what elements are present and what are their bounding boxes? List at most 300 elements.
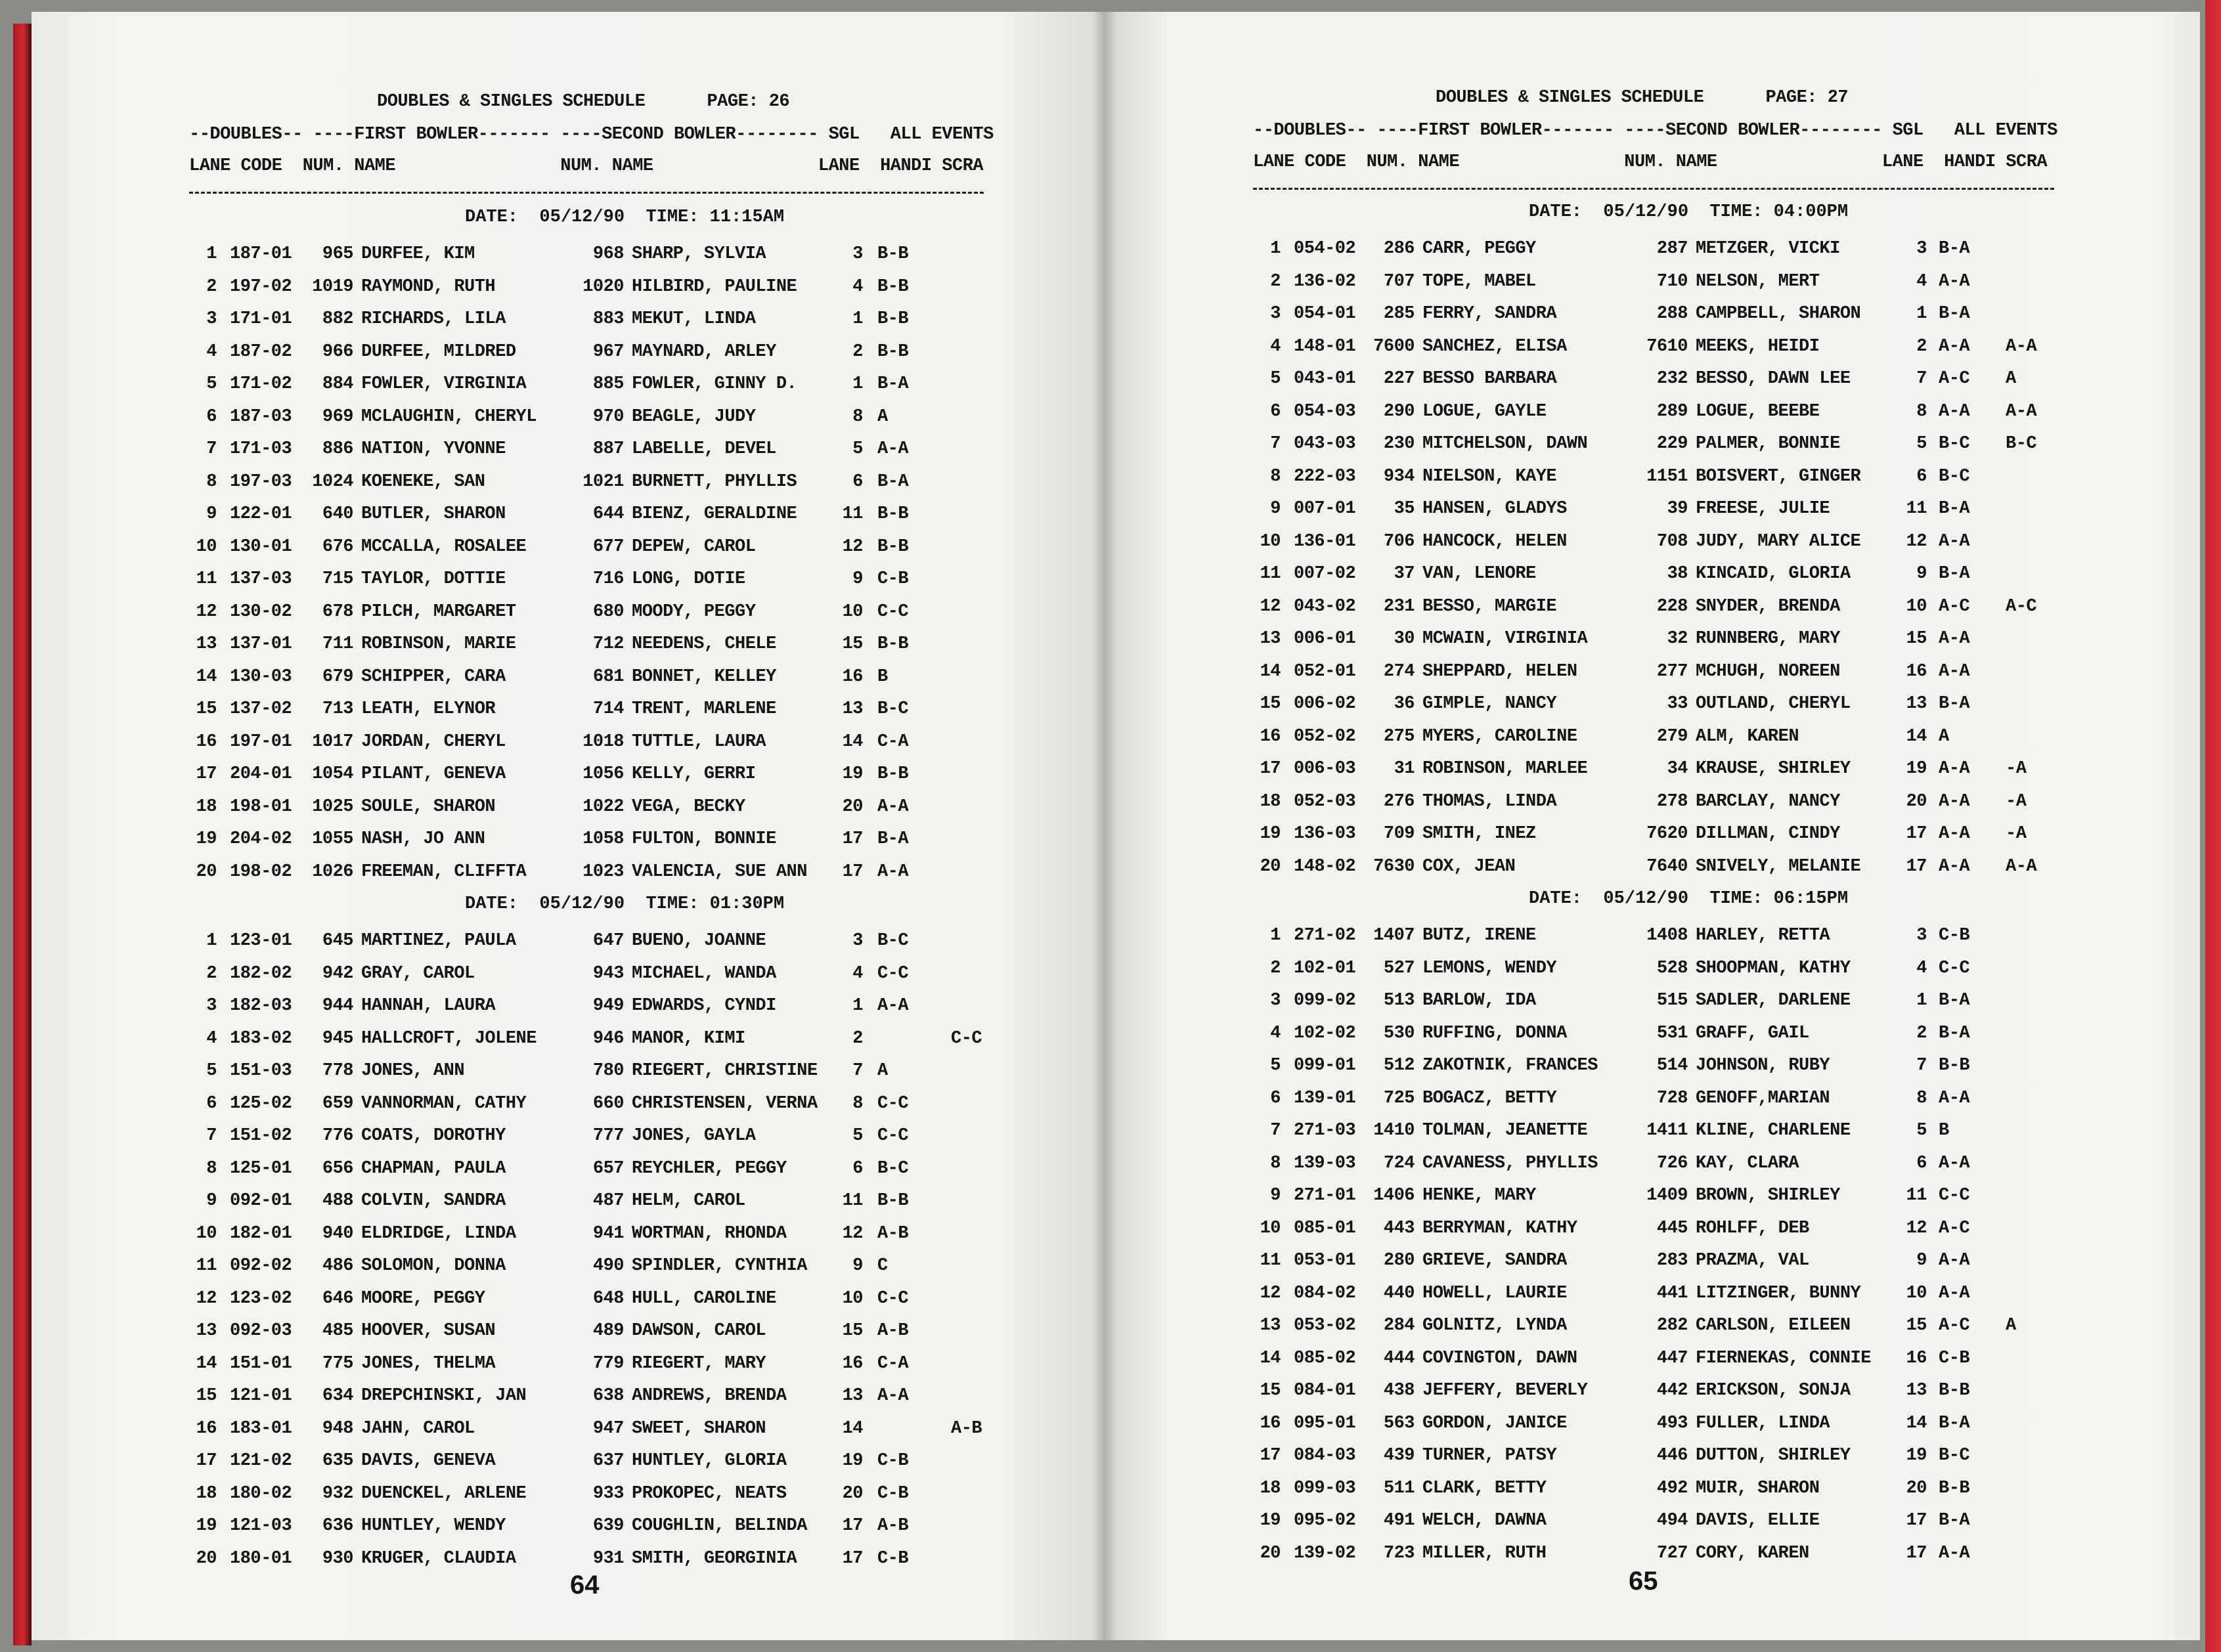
cell-handi: A-A	[1939, 531, 1970, 552]
cell-lane: 6	[1270, 401, 1281, 422]
cell-num1: 1019	[312, 276, 353, 297]
cell-num2: 228	[1656, 596, 1688, 617]
cell-handi: A-A	[877, 1386, 909, 1406]
cell-handi: A-A	[1939, 271, 1970, 292]
cell-handi: B-B	[877, 536, 909, 557]
cell-lane: 19	[1260, 1511, 1281, 1531]
cell-code: 043-02	[1294, 596, 1356, 617]
table-row	[189, 1250, 1003, 1282]
cell-num1: 530	[1383, 1023, 1415, 1043]
cell-name1: FREEMAN, CLIFFTA	[361, 861, 527, 882]
cell-name2: FREESE, JULIE	[1696, 499, 1830, 519]
cell-lane: 20	[1260, 1543, 1281, 1563]
table-row	[1253, 1179, 2067, 1212]
cell-name2: SHARP, SYLVIA	[632, 244, 766, 264]
cell-num2: 515	[1656, 991, 1688, 1011]
cell-lane: 2	[206, 963, 217, 984]
cell-code: 137-01	[230, 634, 292, 654]
cell-handi: A-A	[1939, 856, 1970, 877]
cell-handi: A-A	[1939, 336, 1970, 357]
cell-name1: VANNORMAN, CATHY	[361, 1093, 527, 1114]
cell-name2: PROKOPEC, NEATS	[632, 1483, 787, 1504]
cell-code: 187-02	[230, 341, 292, 362]
cell-sgl: 2	[1916, 336, 1927, 357]
cell-name1: MCLAUGHIN, CHERYL	[361, 406, 537, 427]
cell-sgl: 11	[842, 504, 863, 524]
cell-name1: TOPE, MABEL	[1422, 271, 1536, 292]
cell-name1: VAN, LENORE	[1422, 564, 1536, 584]
cell-handi: C-C	[877, 1288, 909, 1309]
cell-sgl: 17	[1906, 824, 1927, 844]
cell-lane: 2	[1270, 271, 1281, 292]
cell-sgl: 17	[842, 861, 863, 882]
cell-lane: 7	[206, 1126, 217, 1146]
cell-code: 006-03	[1294, 759, 1356, 779]
table-row	[189, 1510, 1003, 1542]
table-row	[189, 1477, 1003, 1510]
cell-num1: 7630	[1373, 856, 1415, 877]
cell-code: 099-01	[1294, 1056, 1356, 1076]
cell-code: 099-02	[1294, 991, 1356, 1011]
cell-num1: 512	[1383, 1056, 1415, 1076]
cell-name1: ROBINSON, MARLEE	[1422, 759, 1588, 779]
cell-num1: 491	[1383, 1511, 1415, 1531]
cell-sgl: 14	[1906, 1413, 1927, 1433]
cell-code: 222-03	[1294, 466, 1356, 487]
cell-num2: 949	[592, 996, 624, 1016]
cell-num1: 656	[322, 1158, 353, 1179]
cell-lane: 10	[1260, 531, 1281, 552]
cell-handi: B-B	[877, 1191, 909, 1211]
cell-name2: GRAFF, GAIL	[1696, 1023, 1809, 1043]
cell-name2: LITZINGER, BUNNY	[1696, 1283, 1861, 1303]
cell-name1: GORDON, JANICE	[1422, 1413, 1567, 1433]
cell-sgl: 12	[842, 536, 863, 557]
cell-lane: 6	[206, 406, 217, 427]
cell-lane: 15	[1260, 694, 1281, 714]
cell-name2: BUENO, JOANNE	[632, 931, 766, 951]
cell-num2: 1409	[1646, 1186, 1688, 1206]
cell-num1: 645	[322, 931, 353, 951]
cell-name2: BURNETT, PHYLLIS	[632, 471, 797, 492]
cell-lane: 2	[1270, 958, 1281, 978]
cell-code: 052-03	[1294, 791, 1356, 812]
cell-name2: KLINE, CHARLENE	[1696, 1121, 1851, 1141]
cell-lane: 4	[1270, 336, 1281, 357]
cell-name2: MAYNARD, ARLEY	[632, 341, 776, 362]
cell-name1: HOOVER, SUSAN	[361, 1321, 496, 1341]
cell-sgl: 15	[1906, 629, 1927, 649]
cell-sgl: 19	[842, 764, 863, 784]
cell-code: 137-03	[230, 569, 292, 589]
cell-lane: 12	[1260, 1283, 1281, 1303]
cell-lane: 3	[206, 309, 217, 329]
cell-name2: PALMER, BONNIE	[1696, 434, 1840, 454]
cell-lane: 1	[206, 244, 217, 264]
cell-code: 151-02	[230, 1126, 292, 1146]
cell-name2: SADLER, DARLENE	[1696, 991, 1851, 1011]
table-row	[1253, 850, 2067, 883]
cell-num2: 716	[592, 569, 624, 589]
cell-num1: 274	[1383, 661, 1415, 682]
cell-name1: PILANT, GENEVA	[361, 764, 506, 784]
table-row	[1253, 1309, 2067, 1342]
table-row	[189, 466, 1003, 498]
table-row	[1253, 1407, 2067, 1440]
cell-name1: BESSO BARBARA	[1422, 369, 1557, 389]
cell-sgl: 16	[842, 1353, 863, 1374]
cell-handi: A-A	[1939, 661, 1970, 682]
table-row	[189, 1054, 1003, 1087]
table-row	[1253, 1504, 2067, 1537]
cell-lane: 14	[196, 1353, 217, 1374]
cell-num2: 710	[1656, 271, 1688, 292]
cell-handi: B-C	[877, 931, 909, 951]
table-row	[1253, 1439, 2067, 1472]
cell-num1: 443	[1383, 1218, 1415, 1238]
cell-lane: 17	[1260, 1446, 1281, 1466]
cell-lane: 13	[1260, 629, 1281, 649]
cell-name2: FULLER, LINDA	[1696, 1413, 1830, 1433]
cell-name1: RUFFING, DONNA	[1422, 1023, 1567, 1043]
cell-code: 197-02	[230, 276, 292, 297]
cell-name2: EDWARDS, CYNDI	[632, 996, 776, 1016]
cell-name2: ALM, KAREN	[1696, 726, 1799, 747]
cell-lane: 4	[206, 341, 217, 362]
cell-lane: 6	[1270, 1088, 1281, 1108]
cell-lane: 17	[196, 764, 217, 784]
cell-num1: 945	[322, 1028, 353, 1049]
table-row	[189, 368, 1003, 401]
cell-sgl: 9	[852, 1256, 863, 1276]
left-page	[32, 12, 1103, 1640]
cell-num2: 777	[592, 1126, 624, 1146]
cell-handi: A-A	[1939, 1543, 1970, 1563]
cell-code: 182-02	[230, 963, 292, 984]
cell-name1: TAYLOR, DOTTIE	[361, 569, 506, 589]
cell-name2: TRENT, MARLENE	[632, 699, 776, 719]
cell-name2: MEEKS, HEIDI	[1696, 336, 1820, 357]
cell-num2: 531	[1656, 1023, 1688, 1043]
cell-sgl: 3	[1916, 239, 1927, 259]
cell-sgl: 5	[1916, 1121, 1927, 1141]
table-row	[1253, 590, 2067, 623]
cell-handi: B-B	[1939, 1478, 1970, 1498]
cell-num2: 287	[1656, 239, 1688, 259]
cell-code: 054-01	[1294, 304, 1356, 324]
cell-sgl: 4	[1916, 958, 1927, 978]
cell-num1: 286	[1383, 239, 1415, 259]
cell-sgl: 5	[852, 439, 863, 459]
cell-sgl: 9	[1916, 1251, 1927, 1271]
cell-handi: B-A	[1939, 304, 1970, 324]
cell-name1: FERRY, SANDRA	[1422, 304, 1557, 324]
cell-num2: 528	[1656, 958, 1688, 978]
cell-handi: B-A	[1939, 1023, 1970, 1043]
cell-name1: THOMAS, LINDA	[1422, 791, 1557, 812]
cell-num1: 230	[1383, 434, 1415, 454]
table-row	[1253, 687, 2067, 720]
cell-lane: 9	[206, 504, 217, 524]
table-row	[189, 1152, 1003, 1185]
cell-name1: JONES, ANN	[361, 1061, 465, 1081]
cell-code: 198-01	[230, 796, 292, 817]
cell-handi: B-B	[1939, 1056, 1970, 1076]
cell-code: 123-02	[230, 1288, 292, 1309]
cell-num2: 887	[592, 439, 624, 459]
cell-num1: 636	[322, 1516, 353, 1536]
cell-name1: NATION, YVONNE	[361, 439, 506, 459]
cell-name2: JOHNSON, RUBY	[1696, 1056, 1830, 1076]
cell-code: 151-03	[230, 1061, 292, 1081]
table-row	[189, 271, 1003, 303]
cell-code: 137-02	[230, 699, 292, 719]
cell-num2: 39	[1667, 499, 1688, 519]
cell-code: 121-03	[230, 1516, 292, 1536]
cell-code: 136-01	[1294, 531, 1356, 552]
table-row	[189, 531, 1003, 563]
cell-name2: ROHLFF, DEB	[1696, 1218, 1809, 1238]
cell-num1: 713	[322, 699, 353, 719]
cell-code: 197-01	[230, 731, 292, 752]
table-row	[189, 433, 1003, 466]
cell-handi: B	[877, 666, 888, 687]
cell-lane: 11	[196, 1256, 217, 1276]
cell-code: 180-01	[230, 1548, 292, 1569]
cell-handi: B-B	[877, 504, 909, 524]
cell-name2: BIENZ, GERALDINE	[632, 504, 797, 524]
cell-lane: 20	[196, 861, 217, 882]
table-row	[1253, 919, 2067, 952]
cell-name1: ROBINSON, MARIE	[361, 634, 516, 654]
cell-num1: 940	[322, 1223, 353, 1244]
cell-name1: WELCH, DAWNA	[1422, 1511, 1547, 1531]
cell-code: 139-02	[1294, 1543, 1356, 1563]
cell-num2: 288	[1656, 304, 1688, 324]
cell-sgl: 20	[1906, 791, 1927, 812]
cell-handi: A-A	[1939, 401, 1970, 422]
cell-handi: A	[877, 1061, 888, 1081]
header-divider	[1253, 188, 2054, 190]
cell-sgl: 6	[852, 471, 863, 492]
cell-sgl: 5	[1916, 434, 1927, 454]
cell-lane: 5	[206, 374, 217, 394]
cell-name1: KRUGER, CLAUDIA	[361, 1548, 516, 1569]
column-header-row-2: LANE CODE NUM. NAME NUM. NAME LANE HANDI SCRA	[1253, 152, 2048, 172]
cell-name1: CHAPMAN, PAULA	[361, 1158, 506, 1179]
cell-num2: 279	[1656, 726, 1688, 747]
cell-lane: 1	[1270, 926, 1281, 946]
cell-name1: JAHN, CAROL	[361, 1418, 475, 1439]
cell-num1: 513	[1383, 991, 1415, 1011]
cell-num2: 727	[1656, 1543, 1688, 1563]
cell-lane: 13	[196, 1321, 217, 1341]
cell-name1: CAVANESS, PHYLLIS	[1422, 1153, 1598, 1173]
cell-name2: RIEGERT, CHRISTINE	[632, 1061, 818, 1081]
cell-name2: CORY, KAREN	[1696, 1543, 1809, 1563]
cell-name1: MOORE, PEGGY	[361, 1288, 485, 1309]
cell-name1: SANCHEZ, ELISA	[1422, 336, 1567, 357]
cell-handi: B-B	[877, 276, 909, 297]
cell-sgl: 2	[1916, 1023, 1927, 1043]
cell-lane: 17	[196, 1451, 217, 1471]
cell-name2: NELSON, MERT	[1696, 271, 1820, 292]
cell-sgl: 11	[1906, 499, 1927, 519]
cell-name2: BESSO, DAWN LEE	[1696, 369, 1851, 389]
cell-code: 271-01	[1294, 1186, 1356, 1206]
cell-num2: 490	[592, 1256, 624, 1276]
cell-num1: 930	[322, 1548, 353, 1569]
cell-code: 125-01	[230, 1158, 292, 1179]
table-row	[189, 238, 1003, 271]
cell-name2: MICHAEL, WANDA	[632, 963, 776, 984]
cell-code: 121-02	[230, 1451, 292, 1471]
table-row	[189, 1542, 1003, 1575]
cell-sgl: 8	[852, 406, 863, 427]
cell-name2: SPINDLER, CYNTHIA	[632, 1256, 807, 1276]
table-row	[1253, 557, 2067, 590]
cell-lane: 13	[1260, 1316, 1281, 1336]
cell-code: 092-02	[230, 1256, 292, 1276]
table-row	[189, 924, 1003, 957]
cell-scra: -A	[2006, 824, 2027, 844]
cell-num2: 648	[592, 1288, 624, 1309]
cell-sgl: 13	[842, 1386, 863, 1406]
cell-name2: DAWSON, CAROL	[632, 1321, 766, 1341]
cell-num2: 726	[1656, 1153, 1688, 1173]
cell-num1: 438	[1383, 1381, 1415, 1401]
cell-lane: 7	[1270, 434, 1281, 454]
cell-name1: MCCALLA, ROSALEE	[361, 536, 527, 557]
cell-handi: C-C	[877, 1093, 909, 1114]
table-row	[1253, 720, 2067, 753]
cell-num2: 441	[1656, 1283, 1688, 1303]
cell-lane: 8	[1270, 466, 1281, 487]
cell-sgl: 17	[1906, 1543, 1927, 1563]
table-row	[189, 661, 1003, 693]
cell-sgl: 10	[1906, 596, 1927, 617]
cell-num2: 638	[592, 1386, 624, 1406]
cell-sgl: 9	[852, 569, 863, 589]
cell-num2: 779	[592, 1353, 624, 1374]
cell-lane: 15	[196, 1386, 217, 1406]
cell-name2: DUTTON, SHIRLEY	[1696, 1446, 1851, 1466]
page-number: 65	[1629, 1567, 1658, 1596]
cell-num1: 966	[322, 341, 353, 362]
cell-lane: 16	[196, 731, 217, 752]
cell-handi: C-B	[877, 1483, 909, 1504]
cell-num1: 679	[322, 666, 353, 687]
table-row	[189, 989, 1003, 1022]
cell-code: 171-01	[230, 309, 292, 329]
table-row	[1253, 1244, 2067, 1277]
cell-num1: 886	[322, 439, 353, 459]
cell-name1: JONES, THELMA	[361, 1353, 496, 1374]
cell-name2: LONG, DOTIE	[632, 569, 745, 589]
table-row	[1253, 1212, 2067, 1245]
cell-name1: NASH, JO ANN	[361, 829, 485, 849]
cell-num1: 934	[1383, 466, 1415, 487]
cell-name1: HALLCROFT, JOLENE	[361, 1028, 537, 1049]
cell-sgl: 2	[852, 1028, 863, 1049]
cell-scra: -A	[2006, 759, 2027, 779]
cell-scra: A-B	[951, 1418, 982, 1439]
cell-handi: B-B	[877, 341, 909, 362]
cell-num2: 780	[592, 1061, 624, 1081]
cell-lane: 11	[1260, 564, 1281, 584]
session-date-time: DATE: 05/12/90 TIME: 04:00PM	[1529, 202, 1849, 222]
cell-handi: B-A	[1939, 564, 1970, 584]
cell-handi: C-B	[1939, 926, 1970, 946]
cell-num2: 1411	[1646, 1121, 1688, 1141]
cell-lane: 5	[1270, 369, 1281, 389]
cell-sgl: 15	[1906, 1316, 1927, 1336]
cell-lane: 17	[1260, 759, 1281, 779]
cell-handi: A-A	[1939, 1251, 1970, 1271]
cell-scra: B-C	[2006, 434, 2037, 454]
cell-handi: B-A	[877, 829, 909, 849]
cell-handi: B-B	[877, 764, 909, 784]
book-cover-edge-right	[2205, 0, 2221, 1652]
cell-num1: 942	[322, 963, 353, 984]
cell-code: 092-01	[230, 1191, 292, 1211]
cell-num2: 947	[592, 1418, 624, 1439]
cell-code: 204-01	[230, 764, 292, 784]
cell-handi: C-A	[877, 731, 909, 752]
table-row	[189, 856, 1003, 888]
cell-num1: 488	[322, 1191, 353, 1211]
table-row	[1253, 1114, 2067, 1147]
cell-handi: B-A	[1939, 239, 1970, 259]
cell-sgl: 1	[1916, 304, 1927, 324]
cell-handi: B-B	[877, 634, 909, 654]
table-row	[1253, 1147, 2067, 1180]
cell-num2: 1058	[583, 829, 624, 849]
table-row	[1253, 330, 2067, 363]
cell-num1: 527	[1383, 958, 1415, 978]
cell-code: 182-01	[230, 1223, 292, 1244]
cell-name1: GRIEVE, SANDRA	[1422, 1251, 1567, 1271]
cell-handi: C-C	[1939, 1186, 1970, 1206]
cell-sgl: 1	[852, 309, 863, 329]
cell-num2: 1021	[583, 471, 624, 492]
cell-name1: JEFFERY, BEVERLY	[1422, 1381, 1588, 1401]
cell-num1: 1055	[312, 829, 353, 849]
cell-lane: 14	[196, 666, 217, 687]
cell-sgl: 19	[842, 1451, 863, 1471]
cell-handi: A-A	[1939, 1283, 1970, 1303]
cell-name1: PILCH, MARGARET	[361, 601, 516, 622]
cell-lane: 19	[196, 829, 217, 849]
cell-name2: CARLSON, EILEEN	[1696, 1316, 1851, 1336]
cell-sgl: 4	[852, 276, 863, 297]
cell-handi: A	[1939, 726, 1949, 747]
cell-code: 084-02	[1294, 1283, 1356, 1303]
cell-num1: 659	[322, 1093, 353, 1114]
cell-code: 271-03	[1294, 1121, 1356, 1141]
cell-num2: 660	[592, 1093, 624, 1114]
cell-code: 102-01	[1294, 958, 1356, 978]
cell-name2: KELLY, GERRI	[632, 764, 756, 784]
cell-name1: COVINGTON, DAWN	[1422, 1348, 1577, 1368]
cell-handi: B-A	[877, 374, 909, 394]
cell-lane: 5	[1270, 1056, 1281, 1076]
cell-sgl: 19	[1906, 759, 1927, 779]
cell-name2: MOODY, PEGGY	[632, 601, 756, 622]
cell-num2: 967	[592, 341, 624, 362]
cell-sgl: 14	[842, 1418, 863, 1439]
cell-code: 171-03	[230, 439, 292, 459]
